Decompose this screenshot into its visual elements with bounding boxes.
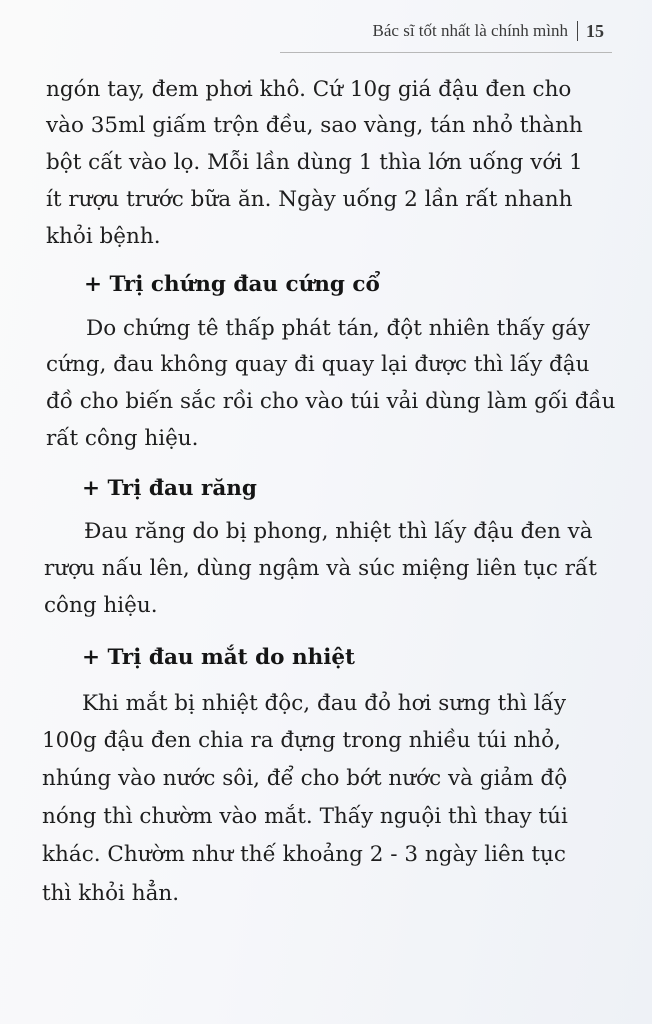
text-line: rượu nấu lên, dùng ngậm và súc miệng liên tục rất	[44, 556, 597, 581]
text-line: bột cất vào lọ. Mỗi lần dùng 1 thìa lớn uống với 1	[46, 150, 583, 175]
text-line: vào 35ml giấm trộn đều, sao vàng, tán nhỏ thành	[46, 113, 583, 138]
section-heading: + Trị chứng đau cứng cổ	[84, 272, 380, 297]
page-number: 15	[586, 20, 604, 41]
running-header	[373, 16, 604, 46]
text-line: 100g đậu đen chia ra đựng trong nhiều túi nhỏ,	[42, 728, 561, 753]
section-heading: + Trị đau mắt do nhiệt	[82, 645, 355, 670]
section-heading: + Trị đau răng	[82, 476, 257, 501]
text-line: nhúng vào nước sôi, để cho bớt nước và giảm độ	[42, 766, 568, 791]
text-line: ngón tay, đem phơi khô. Cứ 10g giá đậu đen cho	[46, 77, 572, 102]
text-line: Khi mắt bị nhiệt độc, đau đỏ hơi sưng thì lấy	[82, 691, 566, 716]
text-line: Do chứng tê thấp phát tán, đột nhiên thấy gáy	[86, 316, 591, 341]
text-line: khỏi bệnh.	[46, 224, 161, 249]
text-line: ít rượu trước bữa ăn. Ngày uống 2 lần rất nhanh	[46, 187, 573, 212]
text-line: nóng thì chườm vào mắt. Thấy nguội thì thay túi	[42, 804, 568, 829]
text-line: Đau răng do bị phong, nhiệt thì lấy đậu đen và	[84, 519, 593, 544]
header-rule	[280, 52, 612, 53]
header-divider	[577, 21, 578, 41]
text-line: rất công hiệu.	[46, 426, 199, 451]
text-line: công hiệu.	[44, 593, 158, 618]
text-line: khác. Chườm như thế khoảng 2 - 3 ngày liên tục	[42, 842, 566, 867]
book-title: Bác sĩ tốt nhất là chính mình	[372, 21, 568, 40]
text-line: thì khỏi hẳn.	[42, 881, 180, 906]
text-line: cứng, đau không quay đi quay lại được thì lấy đậu	[46, 352, 590, 377]
text-line: đồ cho biến sắc rồi cho vào túi vải dùng làm gối đầu	[46, 389, 616, 414]
